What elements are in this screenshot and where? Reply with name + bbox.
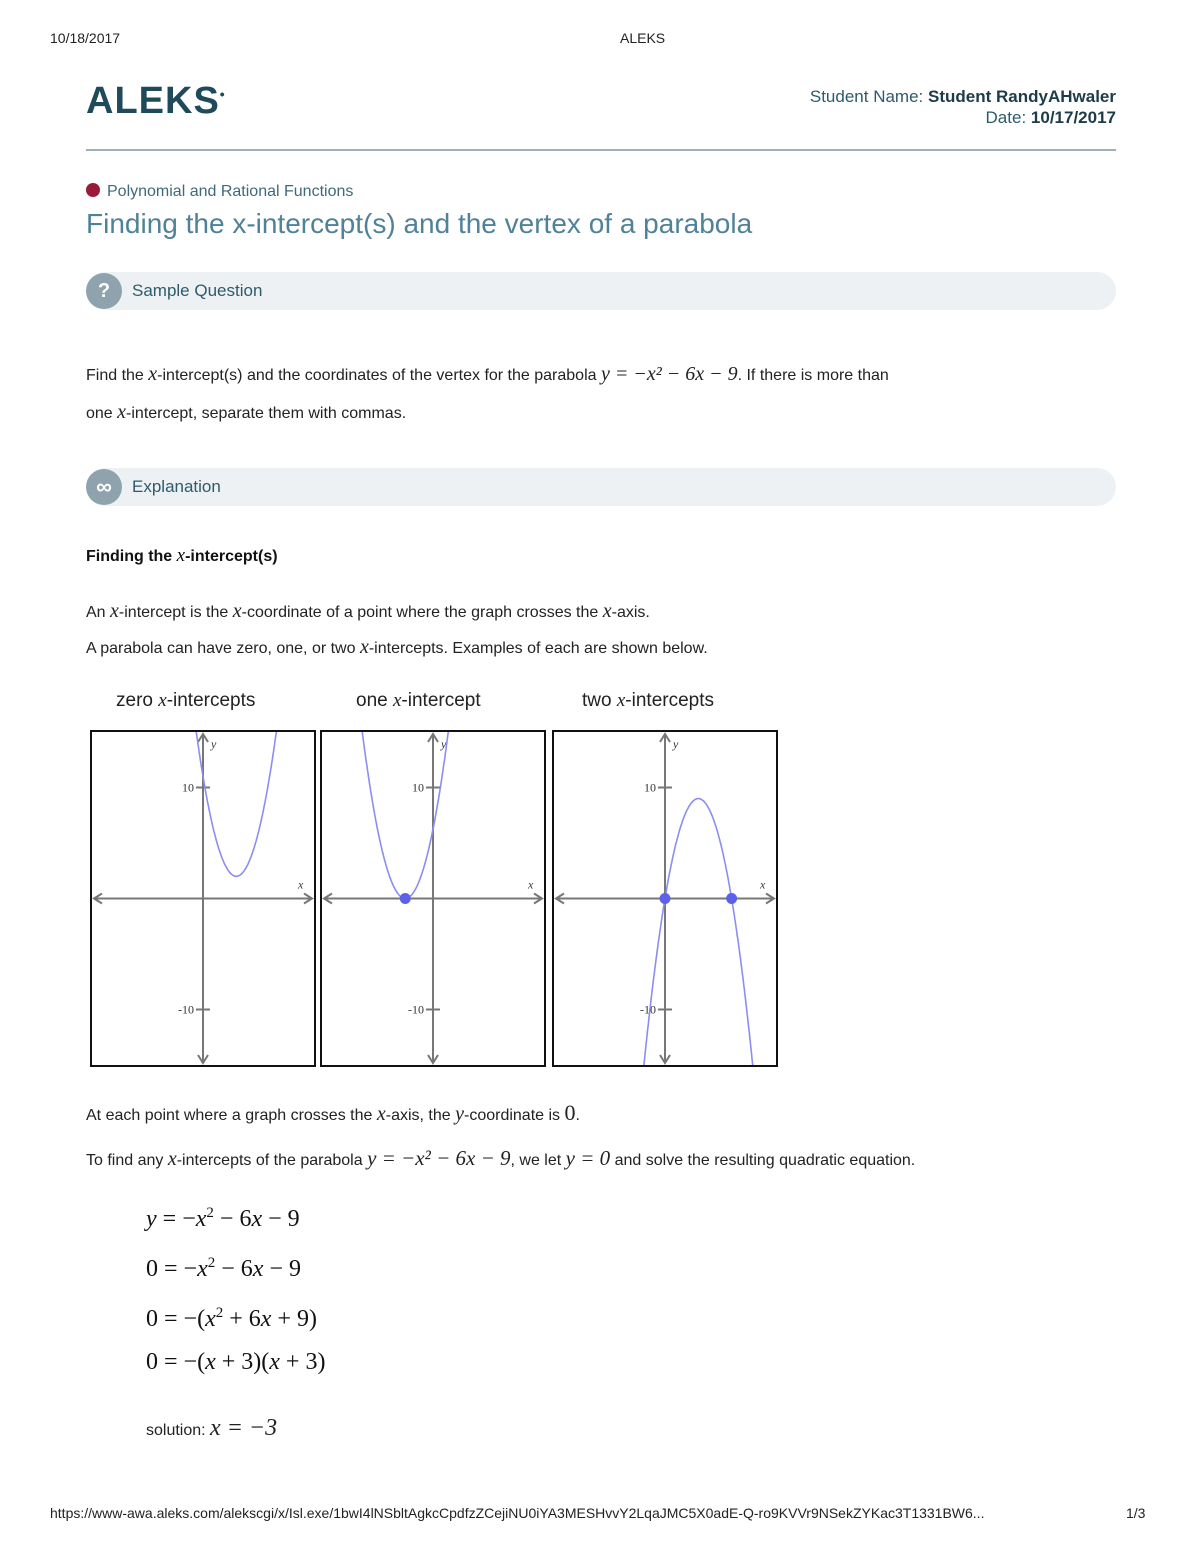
y-axis-label: y [211, 737, 217, 751]
y-axis-label: y [441, 737, 447, 751]
sample-question-text: Find the x-intercept(s) and the coordinates of the vertex for the parabola y = −x² − 6x − 9. If there is more than one x-intercept, separate them with commas. [86, 363, 889, 423]
question-icon: ? [86, 273, 122, 309]
page-title: Finding the x-intercept(s) and the vertex of a parabola [86, 208, 753, 239]
step-3: $0 = -(x^2 + 6x + 9)$ [146, 1305, 317, 1332]
topic-breadcrumb[interactable] [86, 183, 353, 201]
solution-steps [146, 1205, 325, 1393]
step-4: 0 = −(x + 3)(x + 3) [146, 1349, 326, 1375]
section-heading: Finding the x-intercept(s) [86, 545, 278, 566]
logo-mark: • [219, 86, 226, 102]
student-date: 10/17/2017 [1030, 108, 1116, 127]
tick-label-10: 10 [644, 780, 656, 795]
paragraph-definition: An x-intercept is the x-coordinate of a point where the graph crosses the x-axis. [86, 600, 650, 622]
explanation-header[interactable] [86, 468, 1116, 506]
intercept-point [660, 893, 671, 904]
sample-equation: y = −x² − 6x − 9 [600, 363, 738, 385]
tick-label-neg10: -10 [640, 1002, 656, 1017]
tick-label-neg10: -10 [408, 1002, 424, 1017]
infinity-icon: ∞ [86, 469, 122, 505]
footer-page: 1/3 [1126, 1505, 1146, 1521]
x-axis-label: x [298, 877, 304, 892]
footer-url: https://www-awa.aleks.com/alekscgi/x/Isl.exe/1bwI4lNSbltAgkcCpdfzZCejiNU0iYA3MESHvvY2LqaJMC5X0adE-Q-ro9KVVr9NSekZYKac3T1331BW6... [50, 1505, 985, 1521]
print-date: 10/18/2017 [50, 30, 121, 46]
paragraph-y-zero: At each point where a graph crosses the x-axis, the y-coordinate is 0. [86, 1100, 580, 1125]
step-1: $y = -x^2 - 6x - 9$ [146, 1205, 300, 1232]
graph-label-zero: zero x-intercepts [116, 690, 256, 711]
graph-one-intercept [320, 730, 546, 1067]
aleks-logo[interactable] [86, 80, 226, 123]
intercept-point [400, 893, 411, 904]
student-name: Student RandyAHwaler [928, 87, 1116, 106]
logo-text: ALEKS [86, 80, 220, 122]
paragraph-examples: A parabola can have zero, one, or two x-intercepts. Examples of each are shown below. [86, 636, 708, 658]
topic-dot-icon [86, 183, 100, 197]
x-axis-label: x [528, 877, 534, 892]
tick-label-10: 10 [412, 780, 424, 795]
graph-label-two: two x-intercepts [582, 690, 714, 711]
solution: solution: x = −3 [146, 1415, 278, 1441]
sample-question-header[interactable] [86, 272, 1116, 310]
topic-label: Polynomial and Rational Functions [107, 183, 354, 200]
intercept-point [726, 893, 737, 904]
sample-question-label: Sample Question [132, 281, 263, 300]
y-axis-label: y [673, 737, 679, 751]
tick-label-neg10: -10 [178, 1002, 194, 1017]
header-divider [86, 149, 1116, 151]
graph-label-one: one x-intercept [356, 690, 481, 711]
solution-value: x = −3 [210, 1415, 278, 1441]
date-label: Date: [985, 108, 1027, 127]
graph-two-intercepts [552, 730, 778, 1067]
student-info [810, 86, 1116, 128]
student-name-label: Student Name: [809, 87, 924, 106]
tick-label-10: 10 [182, 780, 194, 795]
graph-zero-intercepts [90, 730, 316, 1067]
paragraph-solve: To find any x-intercepts of the parabola y = −x² − 6x − 9, we let y = 0 and solve the resulting quadratic equation. [86, 1146, 916, 1170]
x-axis-label: x [760, 877, 766, 892]
print-site: ALEKS [620, 30, 666, 46]
step-2: $0 = -x^2 - 6x - 9$ [146, 1255, 301, 1282]
explanation-label: Explanation [132, 477, 221, 496]
